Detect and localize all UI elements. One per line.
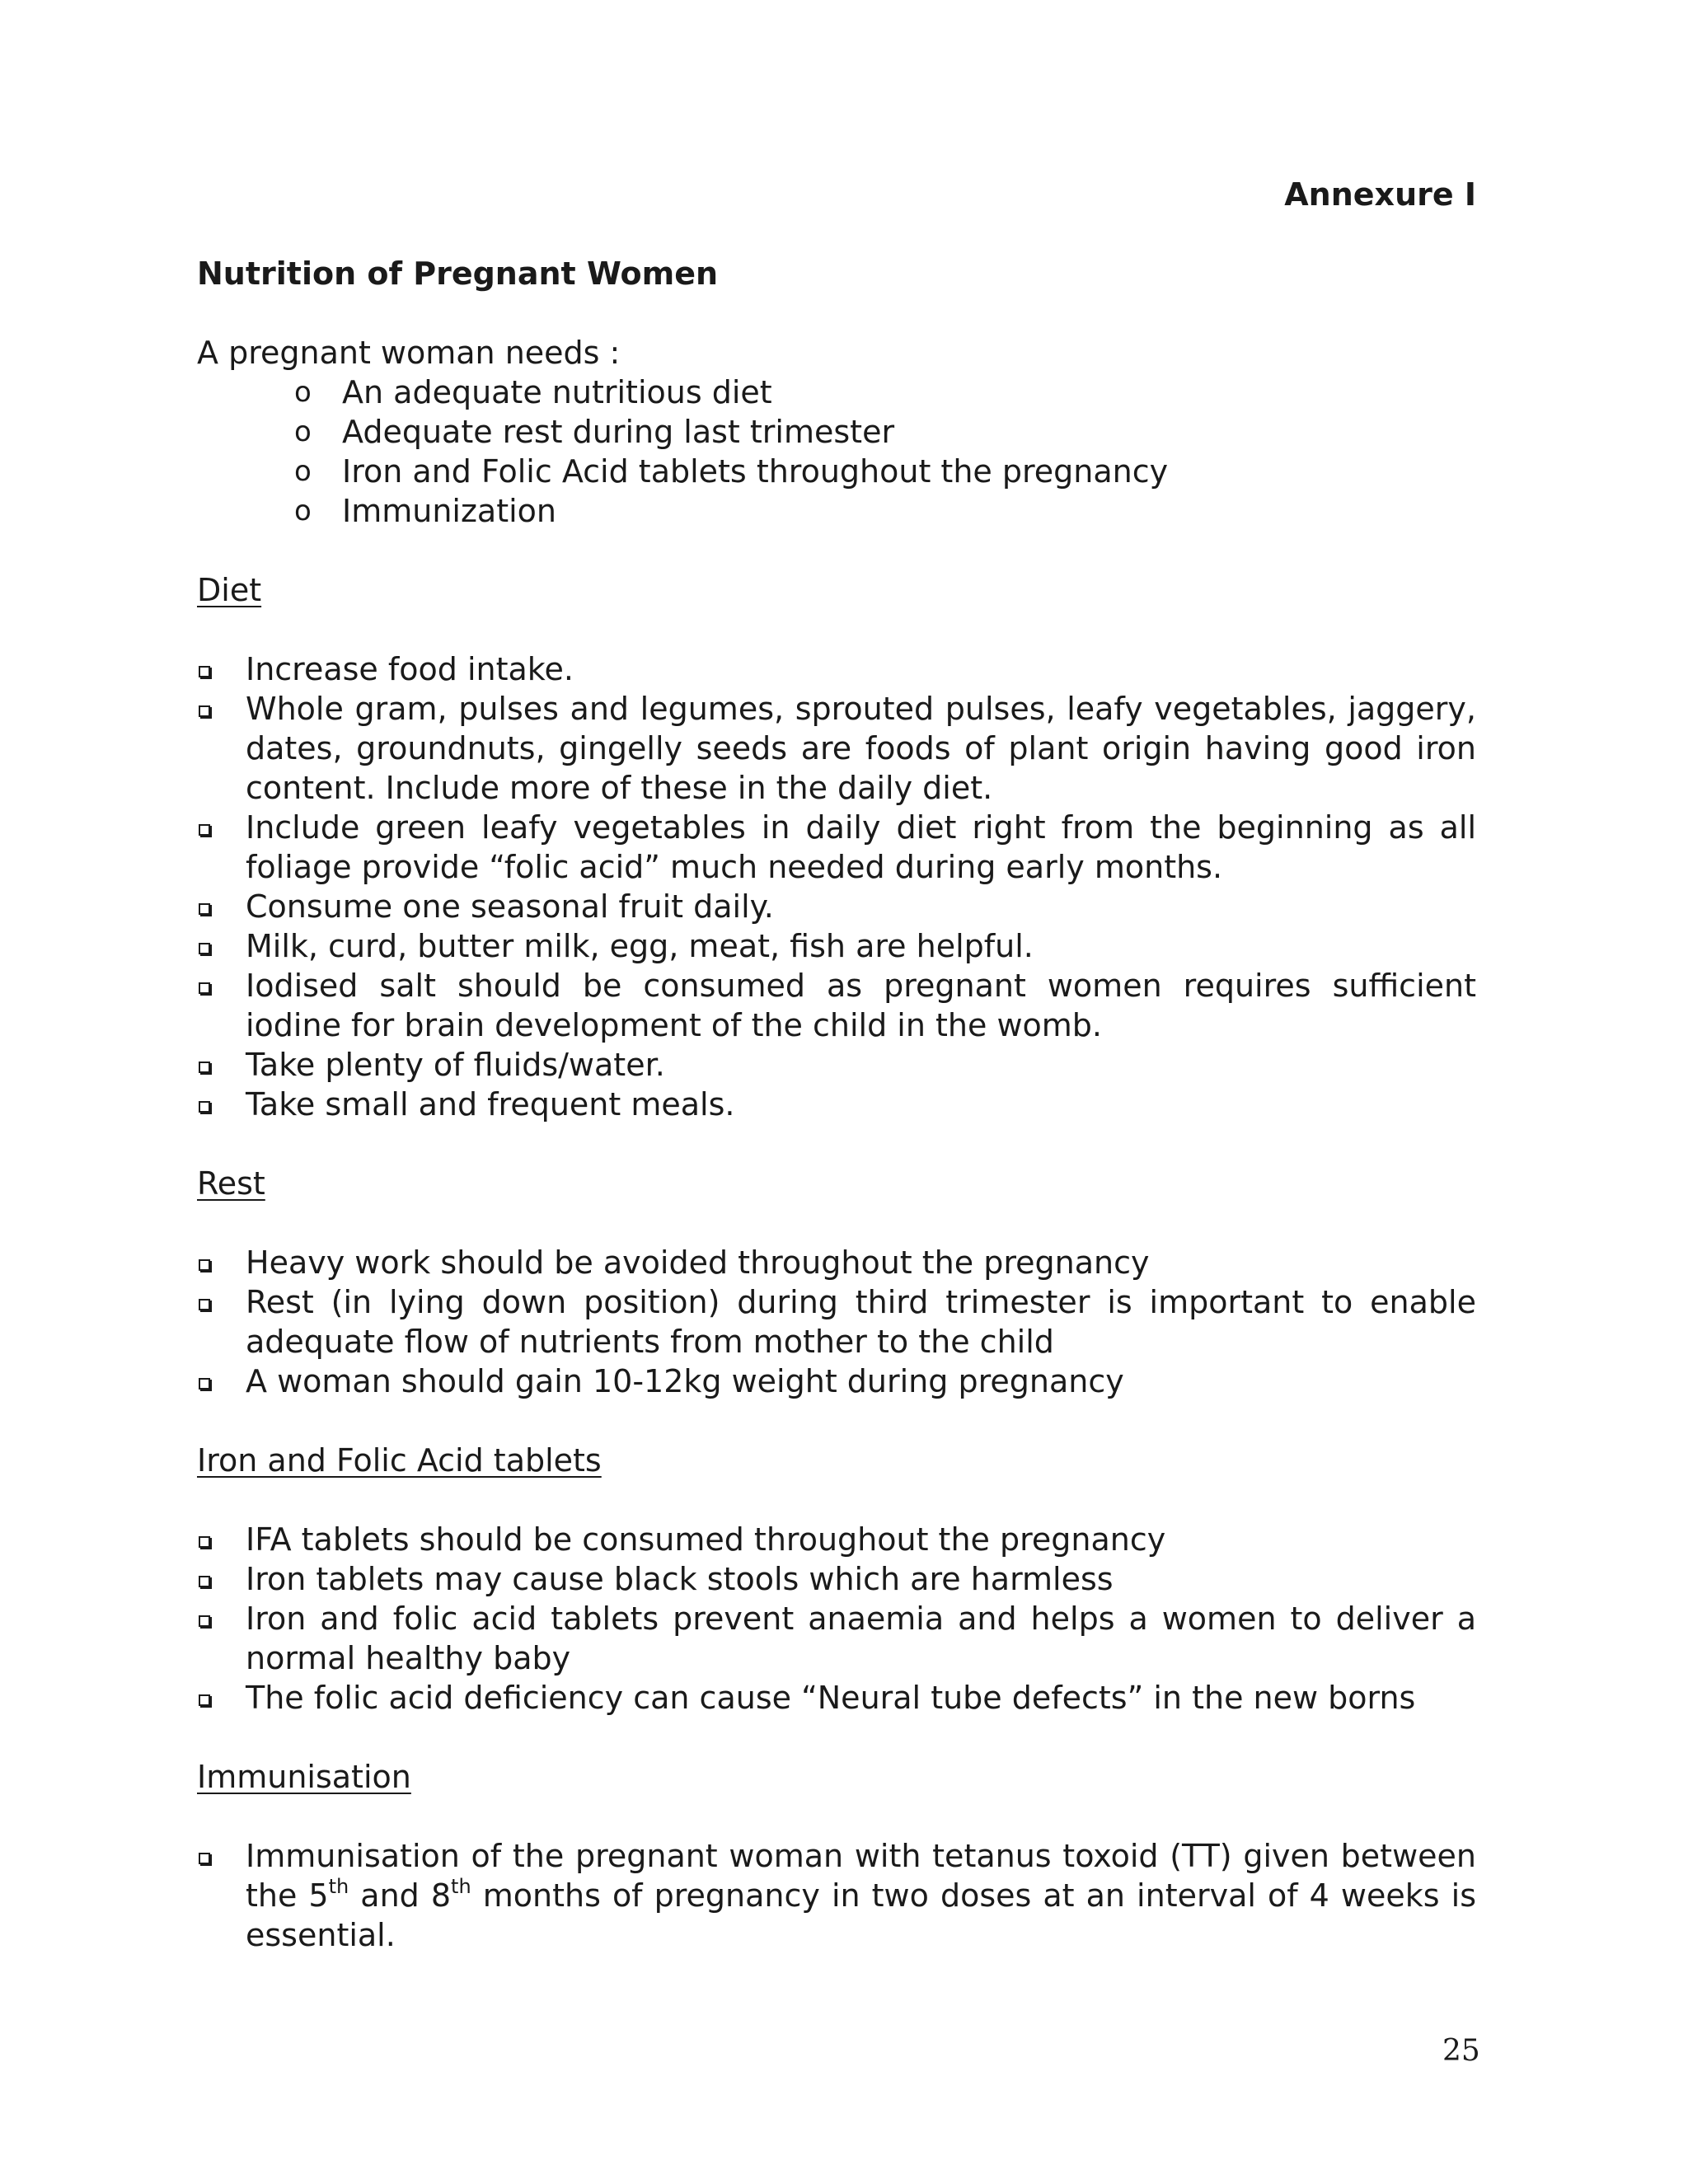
list-item: Increase food intake. [197,649,1476,689]
square-bullet-icon [199,1694,210,1706]
square-bullet-icon [199,824,210,836]
needs-list [197,373,1476,531]
circle-bullet-icon: o [294,455,312,488]
square-bullet-icon [199,982,210,994]
list-item: o An adequate nutritious diet [294,374,772,410]
list-item: Whole gram, pulses and legumes, sprouted pulses, leafy vegetables, jaggery, dates, groundnuts, gingelly seeds are foods of plant origin having good iron content. Include more of these in the daily diet. [197,689,1476,808]
list-item: Iron tablets may cause black stools which are harmless [197,1559,1476,1599]
section-heading-diet: Diet [197,572,262,608]
diet-list [197,649,1476,1124]
square-bullet-icon [199,1259,210,1271]
square-bullet-icon [199,1536,210,1548]
list-item: o Iron and Folic Acid tablets throughout the pregnancy [294,453,1169,490]
list-item: o Adequate rest during last trimester [294,414,895,450]
page-number: 25 [1442,2034,1480,2068]
ifa-list [197,1520,1476,1718]
section-heading-rest: Rest [197,1165,265,1202]
list-item: Take plenty of fluids/water. [197,1045,1476,1085]
list-item: IFA tablets should be consumed throughout the pregnancy [197,1520,1476,1559]
list-item: Milk, curd, butter milk, egg, meat, fish are helpful. [197,926,1476,966]
circle-bullet-icon: o [294,376,312,409]
circle-bullet-icon: o [294,415,312,448]
annexure-label: Annexure I [1284,176,1476,213]
square-bullet-icon [199,1853,210,1864]
square-bullet-icon [199,1101,210,1113]
square-bullet-icon [199,903,210,915]
intro-text: A pregnant woman needs : [197,335,621,371]
square-bullet-icon [199,705,210,717]
rest-list [197,1243,1476,1401]
section-heading-iron-folic-acid: Iron and Folic Acid tablets [197,1442,602,1479]
list-item: Take small and frequent meals. [197,1085,1476,1124]
square-bullet-icon [199,943,210,954]
page-content [197,254,1476,1955]
list-item: The folic acid deficiency can cause “Neural tube defects” in the new borns [197,1678,1476,1718]
square-bullet-icon [199,1615,210,1627]
circle-bullet-icon: o [294,494,312,527]
square-bullet-icon [199,1062,210,1073]
immunisation-list [197,1836,1476,1955]
list-item: Immunisation of the pregnant woman with tetanus toxoid (TT) given between the 5th and 8th months of pregnancy in two doses at an interval of 4 weeks is essential. [197,1836,1476,1955]
list-item: Iron and folic acid tablets prevent anaemia and helps a women to deliver a normal healthy baby [197,1599,1476,1678]
list-item: Heavy work should be avoided throughout the pregnancy [197,1243,1476,1282]
square-bullet-icon [199,1378,210,1390]
list-item: Iodised salt should be consumed as pregnant women requires sufficient iodine for brain development of the child in the womb. [197,966,1476,1045]
section-heading-immunisation: Immunisation [197,1759,411,1795]
list-item: o Immunization [294,493,556,529]
list-item: A woman should gain 10-12kg weight during pregnancy [197,1361,1476,1401]
list-item: Rest (in lying down position) during third trimester is important to enable adequate flow of nutrients from mother to the child [197,1282,1476,1361]
list-item: Include green leafy vegetables in daily diet right from the beginning as all foliage provide “folic acid” much needed during early months. [197,808,1476,887]
square-bullet-icon [199,1576,210,1587]
page-title: Nutrition of Pregnant Women [197,255,719,292]
list-item: Consume one seasonal fruit daily. [197,887,1476,926]
square-bullet-icon [199,1299,210,1310]
square-bullet-icon [199,666,210,677]
